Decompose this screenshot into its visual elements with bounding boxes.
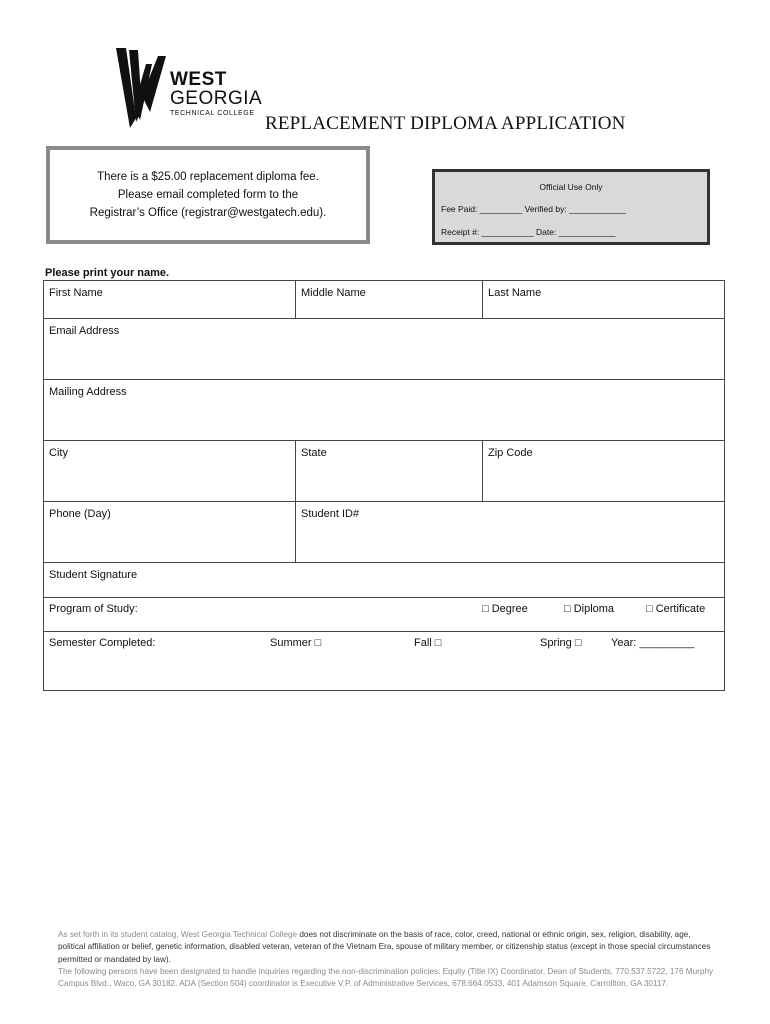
student-signature-field[interactable] [44, 563, 725, 598]
email-field[interactable] [44, 319, 725, 380]
official-use-box [432, 169, 710, 245]
program-of-study-row [44, 598, 725, 632]
email-label: Email Address [49, 325, 120, 337]
print-name-instruction: Please print your name. [45, 267, 170, 279]
logo-line-technical-college: TECHNICAL COLLEGE [170, 110, 255, 117]
fee-notice-box [46, 146, 370, 244]
city-field[interactable] [44, 441, 296, 502]
student-signature-label: Student Signature [49, 569, 138, 581]
semester-completed-label: Semester Completed: [49, 637, 156, 649]
middle-name-field[interactable] [296, 281, 483, 319]
receipt-line: Receipt #: ___________ Date: ____________ [441, 227, 616, 237]
first-name-field[interactable] [44, 281, 296, 319]
state-field[interactable] [296, 441, 483, 502]
mailing-address-label: Mailing Address [49, 386, 127, 398]
fee-notice-line2: Please email completed form to the [117, 189, 299, 201]
fall-checkbox[interactable]: Fall □ [414, 637, 442, 649]
city-label: City [49, 447, 68, 459]
footer-policy: does not discriminate on the basis of race, color, creed, national or ethnic origin, sex, religion, disability, age, political affiliation or belief, genetic information, disabled veteran, veteran of the Vietnam Era, spouse of military member, or citizenship status (except in those special circumstances permitted or mandated by law). [58, 930, 711, 964]
spring-checkbox[interactable]: Spring □ [540, 637, 582, 649]
state-label: State [301, 447, 327, 459]
diploma-checkbox[interactable]: □ Diploma [564, 603, 615, 615]
footer-contacts: The following persons have been designated to handle inquiries regarding the non-discrimination policies: Equity (Title IX) Coordinator, Dean of Students, 770.537.5722, 176 Murphy Campus Blvd., Waco, GA 30182. ADA (Section 504) coordinator is Executive V.P. of Administrative Services, 678.664.0533, 401 Adamson Square, Carrollton, GA 30117. [58, 966, 714, 989]
summer-checkbox[interactable]: Summer □ [270, 637, 322, 649]
certificate-checkbox[interactable]: □ Certificate [646, 603, 706, 615]
fee-notice-line3: Registrar’s Office (registrar@westgatech.edu). [89, 207, 327, 219]
non-discrimination-statement [58, 929, 718, 990]
middle-name-label: Middle Name [301, 287, 366, 299]
official-use-title: Official Use Only [539, 182, 603, 192]
degree-checkbox[interactable]: □ Degree [482, 603, 528, 615]
program-of-study-label: Program of Study: [49, 603, 138, 615]
zip-code-field[interactable] [483, 441, 725, 502]
page-title: REPLACEMENT DIPLOMA APPLICATION [265, 113, 626, 134]
footer-intro: As set forth in its student catalog, West Georgia Technical College [58, 930, 300, 939]
fee-notice-line1: There is a $25.00 replacement diploma fee. [97, 171, 319, 183]
semester-completed-row [44, 632, 725, 691]
logo-line-georgia: GEORGIA [170, 88, 263, 109]
student-id-label: Student ID# [301, 508, 360, 520]
last-name-field[interactable] [483, 281, 725, 319]
phone-label: Phone (Day) [49, 508, 111, 520]
phone-field[interactable] [44, 502, 296, 563]
last-name-label: Last Name [488, 287, 542, 299]
logo-line-west: WEST [170, 69, 227, 90]
zip-code-label: Zip Code [488, 447, 533, 459]
fee-paid-line: Fee Paid: _________ Verified by: ____________ [441, 204, 626, 214]
mailing-address-field[interactable] [44, 380, 725, 441]
student-id-field[interactable] [296, 502, 725, 563]
first-name-label: First Name [49, 287, 103, 299]
year-field[interactable]: Year: _________ [611, 637, 695, 649]
application-form [43, 280, 725, 691]
w-logo-mark [112, 46, 172, 136]
logo-wordmark [170, 70, 262, 117]
